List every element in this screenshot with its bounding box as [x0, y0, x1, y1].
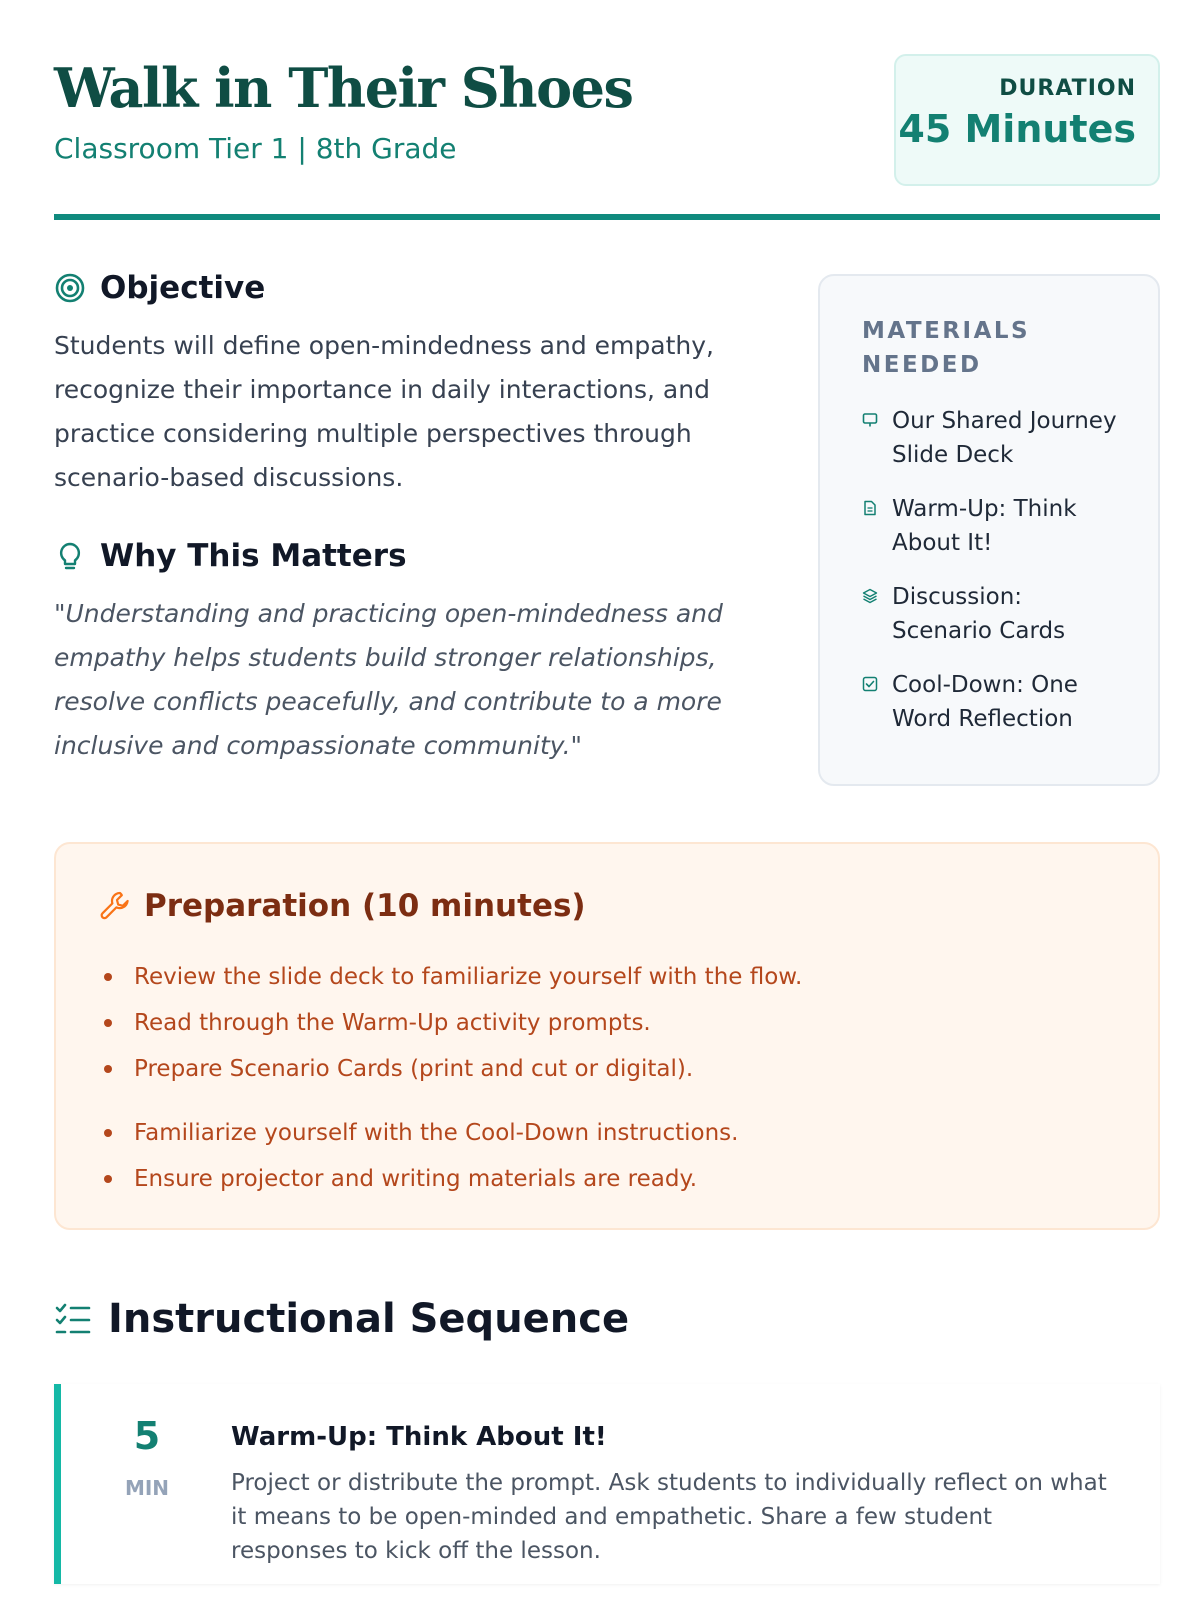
why-heading: [54, 538, 407, 574]
preparation-item: Ensure projector and writing materials are ready.: [98, 1156, 1098, 1202]
lesson-subtitle: Classroom Tier 1 | 8th Grade: [54, 132, 457, 165]
preparation-item: Review the slide deck to familiarize yourself with the flow.: [98, 954, 1098, 1000]
materials-title: MATERIALS NEEDED: [862, 318, 1031, 378]
material-label: Warm-Up: Think About It!: [892, 496, 1077, 556]
duration-value: 45 Minutes: [898, 107, 1136, 151]
step-title: Warm-Up: Think About It!: [231, 1422, 607, 1452]
materials-card: [818, 274, 1160, 786]
material-label: Cool-Down: One Word Reflection: [892, 672, 1078, 732]
sequence-heading: [54, 1296, 629, 1342]
objective-heading-label: Objective: [100, 270, 266, 306]
sequence-step: [54, 1384, 1160, 1584]
wrench-icon: [98, 889, 132, 923]
checkbox-icon: [862, 676, 878, 692]
objective-text: Students will define open-mindedness and empathy, recognize their importance in daily interactions, and practice considering multiple perspectives through scenario-based discussions.: [54, 331, 714, 492]
why-quote: "Understanding and practicing open-mindedness and empathy helps students build stronger relationships, resolve conflicts peacefully, and contribute to a more inclusive and compassionate community.": [54, 599, 723, 760]
target-icon: [54, 272, 86, 304]
material-item: [862, 580, 1128, 648]
lesson-header: [54, 52, 1160, 220]
material-label: Discussion: Scenario Cards: [892, 584, 1066, 644]
duration-label: DURATION: [999, 76, 1136, 101]
preparation-item: Read through the Warm-Up activity prompts.: [98, 1000, 1098, 1046]
preparation-item: Familiarize yourself with the Cool-Down instructions.: [98, 1110, 1098, 1156]
preparation-item: Prepare Scenario Cards (print and cut or digital).: [98, 1046, 1098, 1092]
checklist-icon: [54, 1301, 92, 1337]
presentation-icon: [862, 412, 878, 428]
material-item: [862, 668, 1128, 736]
layers-icon: [862, 588, 878, 604]
step-description: Project or distribute the prompt. Ask students to individually reflect on what it means to be open-minded and empathetic. Share a few student responses to kick off the lesson.: [231, 1470, 1107, 1564]
step-unit: MIN: [124, 1476, 170, 1500]
preparation-heading-label: Preparation (10 minutes): [144, 888, 586, 924]
duration-card: [894, 54, 1160, 186]
sequence-heading-label: Instructional Sequence: [108, 1296, 630, 1342]
preparation-heading: [98, 888, 586, 924]
materials-list: [862, 404, 1128, 736]
objective-heading: [54, 270, 265, 306]
material-label: Our Shared Journey Slide Deck: [892, 408, 1117, 468]
preparation-card: [54, 842, 1160, 1230]
preparation-list: [98, 954, 1098, 1202]
why-heading-label: Why This Matters: [100, 538, 407, 574]
lesson-title: Walk in Their Shoes: [54, 56, 633, 120]
material-item: [862, 492, 1128, 560]
document-icon: [862, 500, 878, 516]
lightbulb-icon: [54, 540, 86, 572]
step-duration: [99, 1414, 195, 1500]
material-item: [862, 404, 1128, 472]
step-minutes: 5: [133, 1414, 161, 1458]
